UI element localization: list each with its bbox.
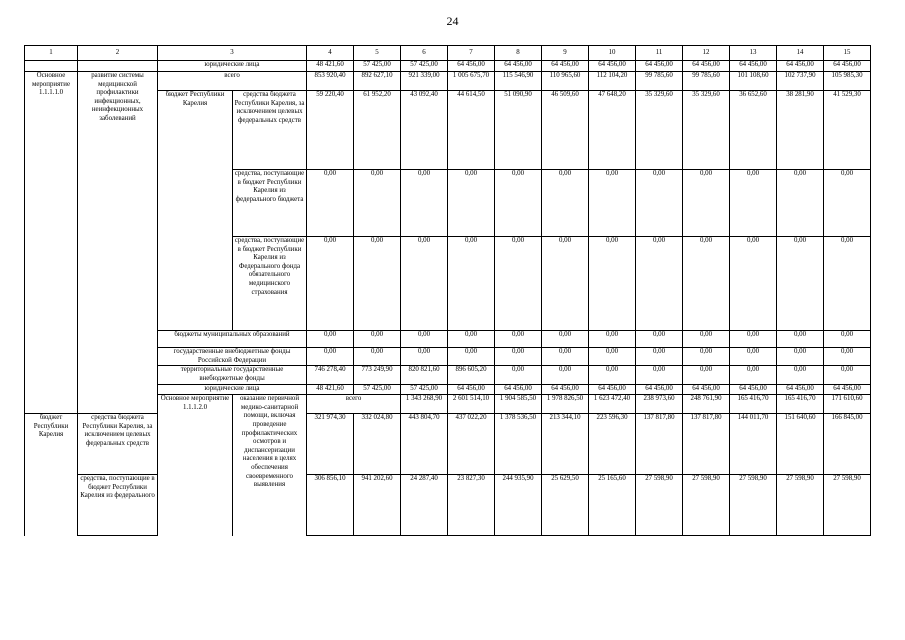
value-cell: 48 421,60 — [307, 61, 354, 72]
value-cell: 248 761,90 — [683, 395, 730, 414]
value-cell: 0,00 — [777, 237, 824, 331]
value-cell: 0,00 — [401, 170, 448, 237]
value-cell: 51 090,90 — [495, 91, 542, 170]
value-cell: 61 952,20 — [354, 91, 401, 170]
value-cell: 64 456,00 — [730, 61, 777, 72]
value-cell: 0,00 — [542, 348, 589, 366]
value-cell: 0,00 — [683, 366, 730, 385]
measure-code: Основное мероприятие 1.1.1.1.0 — [25, 72, 78, 414]
value-cell: 0,00 — [448, 237, 495, 331]
value-cell: 64 456,00 — [683, 385, 730, 395]
measure-name: развитие системы медицинской профилактики инфекционных, неинфекционных заболеваний — [78, 72, 158, 414]
source-label: средства, поступающие в бюджет Республики Карелия из федерального бюджета — [233, 170, 307, 237]
value-cell: 0,00 — [683, 348, 730, 366]
value-cell: 0,00 — [589, 170, 636, 237]
value-cell: 36 652,60 — [730, 91, 777, 170]
value-cell: 64 456,00 — [542, 385, 589, 395]
value-cell: 43 092,40 — [401, 91, 448, 170]
value-cell: 64 456,00 — [448, 385, 495, 395]
value-cell: 0,00 — [683, 170, 730, 237]
value-cell: 0,00 — [777, 170, 824, 237]
value-cell: 102 737,90 — [777, 72, 824, 91]
value-cell: 773 249,90 — [354, 366, 401, 385]
column-header: 12 — [683, 46, 730, 61]
value-cell: 1 343 268,90 — [401, 395, 448, 414]
value-cell: 0,00 — [636, 331, 683, 348]
header-row — [25, 46, 871, 61]
value-cell: 0,00 — [307, 331, 354, 348]
value-cell: 0,00 — [824, 170, 871, 237]
value-cell: 64 456,00 — [636, 61, 683, 72]
value-cell: 0,00 — [589, 331, 636, 348]
value-cell: 0,00 — [589, 237, 636, 331]
column-header: 11 — [636, 46, 683, 61]
value-cell: 38 281,90 — [777, 91, 824, 170]
value-cell: 0,00 — [636, 170, 683, 237]
value-cell: 64 456,00 — [777, 385, 824, 395]
value-cell: 41 529,30 — [824, 91, 871, 170]
value-cell: 0,00 — [354, 237, 401, 331]
value-cell: 1 978 826,50 — [542, 395, 589, 414]
value-cell: 25 629,50 — [542, 475, 589, 536]
column-header: 10 — [589, 46, 636, 61]
row-label: юридические лица — [158, 61, 307, 72]
row-label: всего — [158, 72, 307, 91]
value-cell: 0,00 — [777, 348, 824, 366]
source-label: средства, поступающие в бюджет Республики Карелия из Федерального фонда обязательного медицинского страхования — [233, 237, 307, 331]
value-cell: 99 785,60 — [683, 72, 730, 91]
value-cell: 0,00 — [824, 237, 871, 331]
value-cell: 0,00 — [636, 366, 683, 385]
value-cell: 27 598,90 — [730, 475, 777, 536]
value-cell: 0,00 — [307, 170, 354, 237]
value-cell: 0,00 — [307, 237, 354, 331]
measure-code: Основное мероприятие 1.1.1.2.0 — [158, 395, 233, 536]
value-cell: 35 329,60 — [683, 91, 730, 170]
value-cell: 0,00 — [824, 331, 871, 348]
value-cell: 64 456,00 — [730, 385, 777, 395]
value-cell: 746 278,40 — [307, 366, 354, 385]
value-cell: 57 425,00 — [354, 61, 401, 72]
value-cell: 0,00 — [730, 237, 777, 331]
empty-cell — [25, 61, 78, 72]
column-header: 13 — [730, 46, 777, 61]
value-cell: 0,00 — [824, 366, 871, 385]
value-cell: 0,00 — [730, 366, 777, 385]
value-cell: 144 011,70 — [730, 414, 777, 475]
value-cell: 223 596,30 — [589, 414, 636, 475]
column-header: 1 — [25, 46, 78, 61]
budget-label: бюджет Республики Карелия — [158, 91, 233, 331]
table-row — [25, 72, 871, 91]
value-cell: 0,00 — [542, 237, 589, 331]
value-cell: 0,00 — [495, 237, 542, 331]
row-label: территориальные государственные внебюджетные фонды — [158, 366, 307, 385]
empty-cell — [78, 61, 158, 72]
value-cell: 0,00 — [495, 331, 542, 348]
value-cell: 1 623 472,40 — [589, 395, 636, 414]
value-cell: 137 817,80 — [683, 414, 730, 475]
column-header: 9 — [542, 46, 589, 61]
column-header: 7 — [448, 46, 495, 61]
value-cell: 46 509,60 — [542, 91, 589, 170]
value-cell: 213 344,10 — [542, 414, 589, 475]
table-row — [25, 61, 871, 72]
value-cell: 166 845,00 — [824, 414, 871, 475]
value-cell: 0,00 — [448, 348, 495, 366]
column-header: 2 — [78, 46, 158, 61]
value-cell: 0,00 — [495, 170, 542, 237]
value-cell: 321 974,30 — [307, 414, 354, 475]
budget-label: бюджет Республики Карелия — [25, 414, 78, 536]
value-cell: 171 610,60 — [824, 395, 871, 414]
source-label: средства бюджета Республики Карелия, за исключением целевых федеральных средств — [78, 414, 158, 475]
page-number: 24 — [446, 14, 459, 28]
value-cell: 110 965,60 — [542, 72, 589, 91]
value-cell: 64 456,00 — [824, 385, 871, 395]
value-cell: 1 378 536,50 — [495, 414, 542, 475]
value-cell: 244 935,90 — [495, 475, 542, 536]
row-label: юридические лица — [158, 385, 307, 395]
value-cell: 35 329,60 — [636, 91, 683, 170]
value-cell: 0,00 — [730, 331, 777, 348]
value-cell: 0,00 — [542, 366, 589, 385]
column-header: 4 — [307, 46, 354, 61]
value-cell: 0,00 — [495, 348, 542, 366]
row-label: бюджеты муниципальных образований — [158, 331, 307, 348]
value-cell: 0,00 — [683, 331, 730, 348]
value-cell: 437 022,20 — [448, 414, 495, 475]
column-header: 14 — [777, 46, 824, 61]
value-cell: 0,00 — [448, 170, 495, 237]
column-header: 3 — [158, 46, 307, 61]
value-cell: 112 104,20 — [589, 72, 636, 91]
value-cell: 64 456,00 — [589, 385, 636, 395]
value-cell: 0,00 — [636, 348, 683, 366]
column-header: 6 — [401, 46, 448, 61]
value-cell: 27 598,90 — [824, 475, 871, 536]
value-cell: 853 920,40 — [307, 72, 354, 91]
value-cell: 0,00 — [448, 331, 495, 348]
value-cell: 0,00 — [495, 366, 542, 385]
value-cell: 27 598,90 — [777, 475, 824, 536]
value-cell: 64 456,00 — [542, 61, 589, 72]
value-cell: 165 416,70 — [777, 395, 824, 414]
column-header: 5 — [354, 46, 401, 61]
value-cell: 0,00 — [683, 237, 730, 331]
value-cell: 64 456,00 — [824, 61, 871, 72]
value-cell: 0,00 — [401, 237, 448, 331]
value-cell: 99 785,60 — [636, 72, 683, 91]
row-label: всего — [307, 395, 401, 414]
measure-name: оказание первичной медико-санитарной помощи, включая проведение профилактических осмотров и диспансеризации населения в целях обеспечения своевременного выявления — [233, 395, 307, 536]
value-cell: 0,00 — [777, 366, 824, 385]
value-cell: 105 985,30 — [824, 72, 871, 91]
value-cell: 137 817,80 — [636, 414, 683, 475]
value-cell: 1 005 675,70 — [448, 72, 495, 91]
value-cell: 64 456,00 — [448, 61, 495, 72]
value-cell: 0,00 — [354, 348, 401, 366]
value-cell: 0,00 — [730, 170, 777, 237]
value-cell: 25 165,60 — [589, 475, 636, 536]
value-cell: 0,00 — [589, 348, 636, 366]
value-cell: 0,00 — [730, 348, 777, 366]
value-cell: 64 456,00 — [589, 61, 636, 72]
value-cell: 0,00 — [542, 170, 589, 237]
value-cell: 165 416,70 — [730, 395, 777, 414]
value-cell: 0,00 — [401, 348, 448, 366]
row-label: государственные внебюджетные фонды Российской Федерации — [158, 348, 307, 366]
value-cell: 64 456,00 — [495, 385, 542, 395]
source-label: средства бюджета Республики Карелия, за исключением целевых федеральных средств — [233, 91, 307, 170]
value-cell: 941 202,60 — [354, 475, 401, 536]
value-cell: 59 220,40 — [307, 91, 354, 170]
value-cell: 0,00 — [824, 348, 871, 366]
table-row — [25, 475, 871, 536]
value-cell: 0,00 — [777, 331, 824, 348]
value-cell: 57 425,00 — [401, 385, 448, 395]
value-cell: 101 108,60 — [730, 72, 777, 91]
value-cell: 47 648,20 — [589, 91, 636, 170]
value-cell: 64 456,00 — [495, 61, 542, 72]
value-cell: 0,00 — [636, 237, 683, 331]
value-cell: 0,00 — [354, 170, 401, 237]
column-header: 8 — [495, 46, 542, 61]
value-cell: 0,00 — [542, 331, 589, 348]
value-cell: 48 421,60 — [307, 385, 354, 395]
table-row — [25, 414, 871, 475]
value-cell: 921 339,00 — [401, 72, 448, 91]
value-cell: 0,00 — [354, 331, 401, 348]
value-cell: 151 640,60 — [777, 414, 824, 475]
value-cell: 896 605,20 — [448, 366, 495, 385]
value-cell: 115 546,90 — [495, 72, 542, 91]
value-cell: 27 598,90 — [636, 475, 683, 536]
column-header: 15 — [824, 46, 871, 61]
value-cell: 0,00 — [307, 348, 354, 366]
value-cell: 2 601 514,10 — [448, 395, 495, 414]
value-cell: 306 856,10 — [307, 475, 354, 536]
value-cell: 1 904 585,50 — [495, 395, 542, 414]
value-cell: 27 598,90 — [683, 475, 730, 536]
value-cell: 443 804,70 — [401, 414, 448, 475]
value-cell: 892 627,10 — [354, 72, 401, 91]
value-cell: 57 425,00 — [354, 385, 401, 395]
value-cell: 238 973,60 — [636, 395, 683, 414]
value-cell: 23 827,30 — [448, 475, 495, 536]
source-label: средства, поступающие в бюджет Республики Карелия из федерального — [78, 475, 158, 536]
value-cell: 0,00 — [589, 366, 636, 385]
value-cell: 57 425,00 — [401, 61, 448, 72]
value-cell: 24 287,40 — [401, 475, 448, 536]
value-cell: 820 821,60 — [401, 366, 448, 385]
budget-table — [24, 45, 871, 536]
value-cell: 64 456,00 — [683, 61, 730, 72]
value-cell: 64 456,00 — [777, 61, 824, 72]
value-cell: 0,00 — [401, 331, 448, 348]
value-cell: 64 456,00 — [636, 385, 683, 395]
value-cell: 44 614,50 — [448, 91, 495, 170]
value-cell: 332 024,80 — [354, 414, 401, 475]
